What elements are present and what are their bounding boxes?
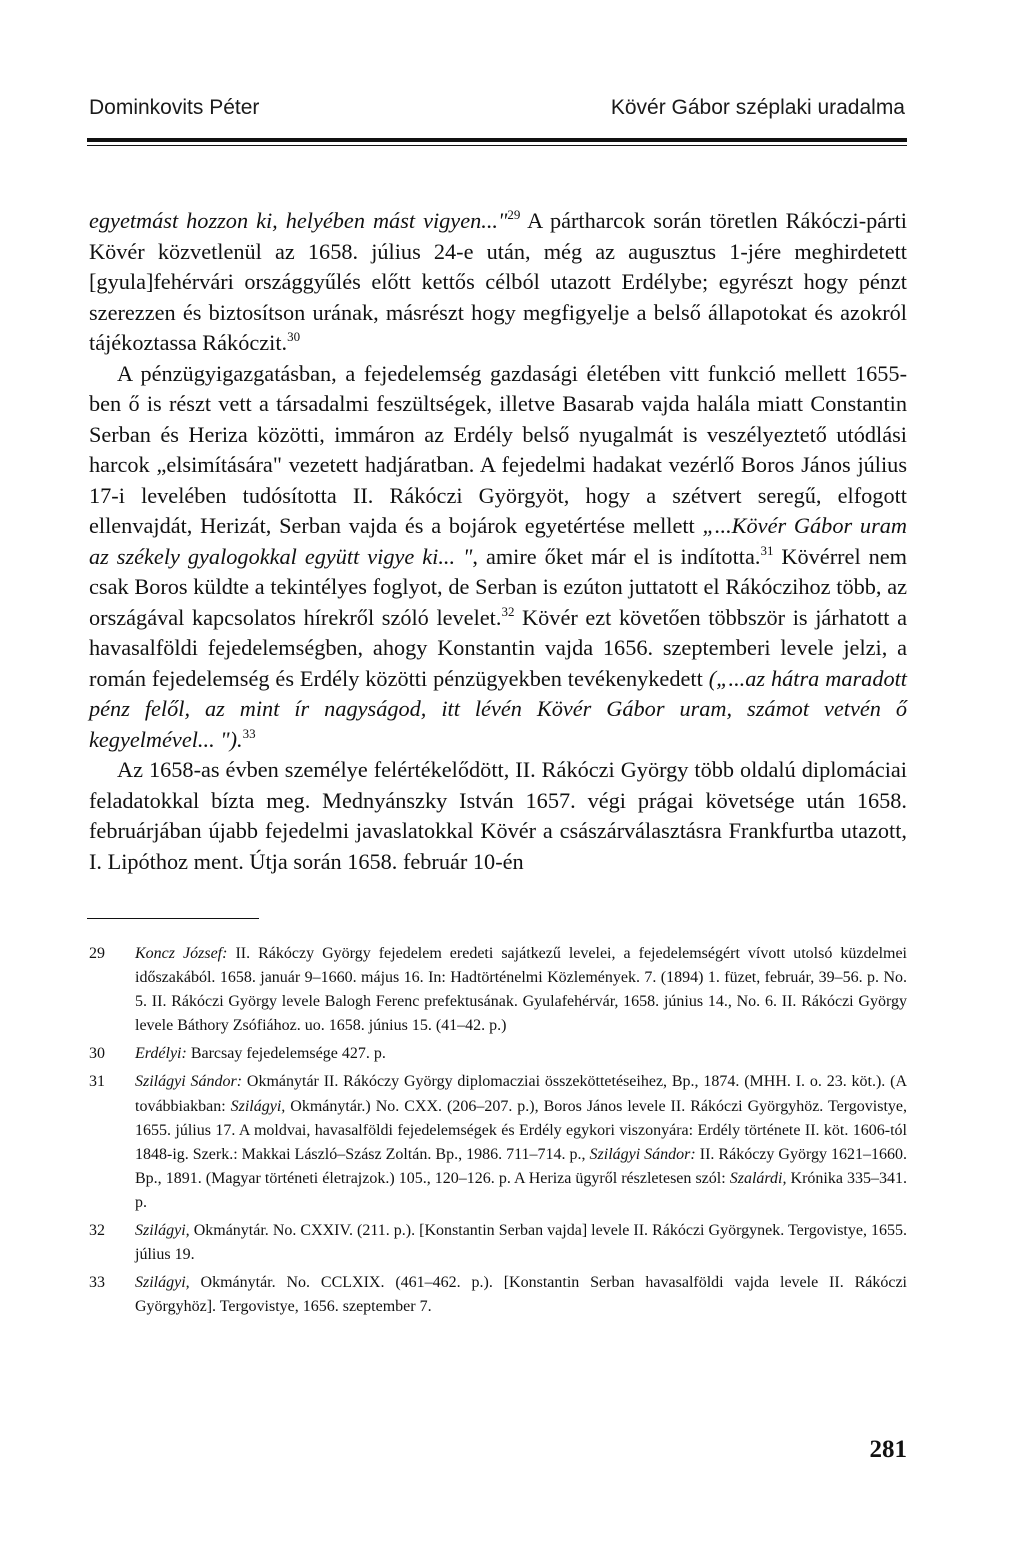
paragraph-1 [89,206,907,359]
footnote-italic: Szilágyi Sándor: [589,1145,696,1163]
footnote-text: II. Rákóczy György 1621–1660. Bp., 1891. (Magyar történeti életrajzok.) 105., 120–126. p. A Heriza ügyről részletesen szól: [135,1145,908,1187]
footnote-author: Koncz József: [135,945,228,962]
footnote-29 [89,942,907,1038]
footnote-ref: 33 [242,725,256,741]
paragraph-text: , amire őket már el is indította. [472,543,761,569]
footnote-number: 29 [89,945,105,962]
footnote-italic: Szalárdi, [729,1169,787,1187]
footnote-ref: 31 [760,542,774,558]
footnote-text: Okmánytár. No. CCLXIX. (461–462. p.). [Konstantin Serban havasalföldi vajda levele II. Rákóczi Györgyhöz]. Tergovistye, 1656. szeptember 7. [135,1274,907,1316]
footnote-32 [89,1219,907,1267]
header-author: Dominkovits Péter [89,96,260,119]
paragraph-text: A pénzügyigazgatásban, a fejedelemség gazdasági életében vitt funkció mellett 1655-ben ő is részt vett a társadalmi feszültségek, illetve Basarab vajda halála miatt Constantin Serban és Heriza közötti, immáron az Erdély belső nyugalmát is veszélyeztető utódlási harcok „elsimítására" vezetett hadjáratban. A fejedelmi hadakat vezérlő Boros János július 17-i levelében tudósította II. Rákóczi Györgyöt, hogy a szétvert seregű, elfogott ellenvajdát, Herizát, Serban vajda és a bojárok egyetértése mellett [89,360,907,538]
footnote-ref: 30 [287,329,301,344]
header-rule-thin [87,145,907,146]
footnote-30 [89,1042,907,1066]
footnote-author: Szilágyi, [135,1274,190,1292]
running-header [87,92,907,132]
quote-text: egyetmást hozzon ki, helyében mást vigyen..." [89,208,508,233]
footnote-ref: 32 [501,603,515,619]
footnote-text: Okmánytár II. Rákóczy György diplomacziai összeköttetéseihez, Bp., 1874. (MHH. I. o. 23. köt.). (A továbbiakban: [135,1073,908,1115]
footnote-number: 30 [89,1045,105,1063]
footnote-author: Erdélyi: [135,1045,187,1063]
footnote-text: II. Rákóczy György fejedelem eredeti sajátkezű levelei, a fejedelemségért vívott utolsó küzdelmei időszakából. 1658. január 9–1660. május 16. In: Hadtörténelmi Közlemények. 7. (1894) 1. füzet, február, 39–56. p. No. 5. II. Rákóczi György levele Balogh Ferenc prefektusának. Gyulafehérvár, 1658. június 14., No. 6. II. Rákóczi György levele Báthory Zsófiához. uo. 1658. június 15. (41–42. p.) [135,945,908,1035]
footnote-text: Okmánytár.) No. CXX. (206–207. p.), Boros János levele II. Rákóczi Györgyhöz. Tergovistye, 1655. július 17. A moldvai, havasalföldi fejedelemségek és Erdély egykori viszonyára: Erdély története II. köt. 1606-tól 1848-ig. Szerk.: Makkai László–Szász Zoltán. Bp., 1986. 711–714. p., [135,1097,907,1163]
paragraph-text: Kövérrel nem csak Boros küldte a tekintélyes foglyot, de Serban is ezúton juttatott el Rákóczihoz több, az országával kapcsolatos hírekről szóló levelet. [89,543,907,630]
paragraph-text: Kövér ezt követően többször is járhatott a havasalföldi fejedelemségben, ahogy Konstantin vajda 1656. szeptemberi levele jelzi, a román fejedelemség és Erdély közötti pénzügyekben tevékenykedett [89,604,907,691]
footnotes [89,942,907,1323]
quote-text: „...Kövér Gábor uram az székely gyalogokkal együtt vigye ki... " [89,513,907,569]
footnote-separator [87,918,259,919]
header-title: Kövér Gábor széplaki uradalma [610,96,905,119]
footnote-31 [89,1070,907,1215]
paragraph-3: Az 1658-as évben személye felértékelődött, II. Rákóczi György több oldalú diplomáciai feladatokkal bízta meg. Mednyánszky István 1657. végi prágai követsége után 1658. februárjában újabb fejedelmi javaslatokkal Kövér a császárválasztásra Frankfurtba utazott, I. Lipóthoz ment. Útja során 1658. február 10-én [89,757,907,874]
header-rule-thick [87,138,907,142]
page-number: 281 [869,1436,907,1463]
quote-text: („...az hátra maradott pénz felől, az mint ír nagyságod, itt lévén Kövér Gábor uram, számot vetvén ő kegyelmével... "). [89,665,907,752]
footnote-text: Barcsay fejedelemsége 427. p. [186,1045,386,1063]
footnote-author: Szilágyi, [135,1222,190,1240]
footnote-text: Krónika 335–341. p. [135,1169,907,1211]
footnote-33 [89,1271,907,1319]
footnote-number: 31 [89,1073,105,1091]
footnote-author: Szilágyi Sándor: [135,1073,243,1091]
footnote-number: 33 [89,1274,105,1292]
footnote-italic: Szilágyi, [230,1097,286,1115]
footnote-text: Okmánytár. No. CXXIV. (211. p.). [Konstantin Serban vajda] levele II. Rákóczi Györgynek. Tergovistye, 1655. július 19. [135,1222,907,1264]
footnote-number: 32 [89,1222,105,1240]
footnote-ref: 29 [507,207,521,222]
paragraph-2 [89,359,907,756]
paragraph-text: A pártharcok során töretlen Rákóczi-párti Kövér közvetlenül az 1658. július 24-e után, még az augusztus 1-jére meghirdetett [gyula]fehérvári országgyűlés előtt kettős célból utazott Erdélybe; egyrészt hogy pénzt szerezzen és biztosítson urának, másrészt hogy megfigyelje a belső állapotokat és azokról tájékoztassa Rákóczit. [89,208,907,355]
main-text [89,206,907,877]
